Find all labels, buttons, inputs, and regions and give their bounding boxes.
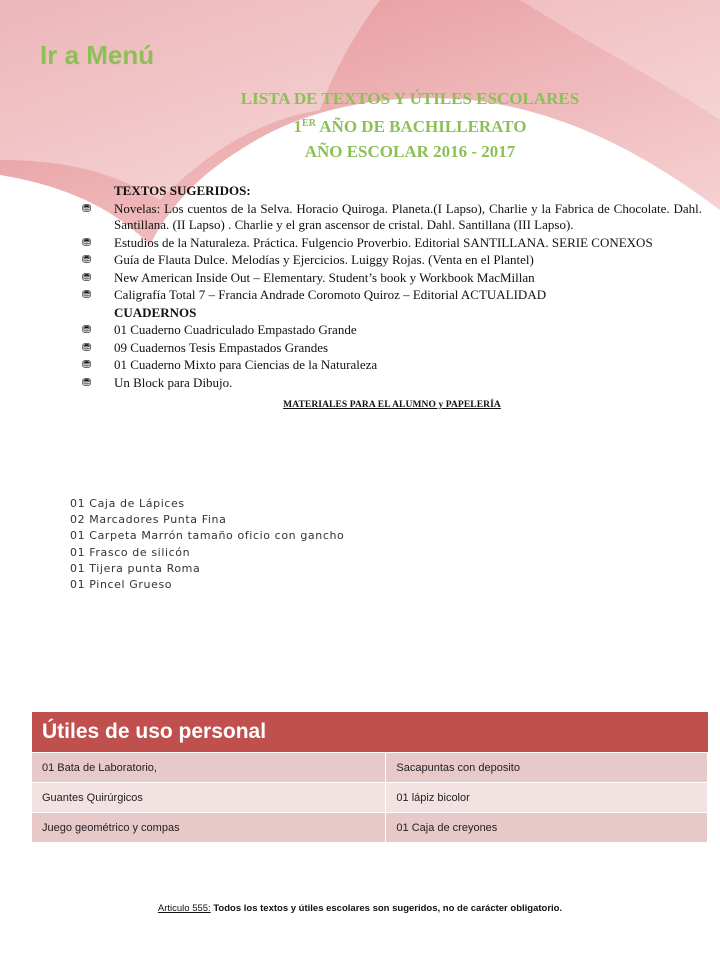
supply-item: 01 Frasco de silicón bbox=[70, 545, 191, 559]
book-stack-icon: ⛃ bbox=[82, 201, 92, 215]
list-item-text: 01 Cuaderno Cuadriculado Empastado Grande bbox=[114, 322, 357, 337]
textos-list bbox=[82, 201, 702, 304]
supply-item: 01 Pincel Grueso bbox=[70, 578, 173, 592]
table-row bbox=[32, 753, 708, 783]
cuadernos-list bbox=[82, 322, 702, 391]
list-item-text: Un Block para Dibujo. bbox=[114, 374, 233, 390]
book-stack-icon: ⛃ bbox=[82, 358, 92, 371]
list-item bbox=[82, 252, 702, 269]
table-cell: 01 Bata de Laboratorio, bbox=[32, 753, 386, 783]
title-line-1: LISTA DE TEXTOS Y ÚTILES ESCOLARES bbox=[240, 89, 580, 108]
title-line-3: AÑO ESCOLAR 2016 - 2017 bbox=[304, 142, 516, 161]
table-row bbox=[32, 813, 708, 843]
list-item bbox=[82, 270, 702, 287]
footer-note bbox=[0, 903, 720, 914]
book-stack-icon: ⛃ bbox=[82, 235, 92, 249]
book-stack-icon: ⛃ bbox=[82, 323, 92, 336]
table-cell: Guantes Quirúrgicos bbox=[32, 783, 386, 813]
list-item-text: Novelas: Los cuentos de la Selva. Horacio Quiroga. Planeta.(I Lapso), Charlie y la Fabrica de Chocolate. Dahl. Santillana. (II Lapso) . Charlie y el gran ascensor de cristal. Dahl. Santillana (III Lapso). bbox=[114, 200, 702, 232]
cuadernos-heading: CUADERNOS bbox=[114, 304, 197, 320]
title-grade-suffix: ER bbox=[302, 118, 316, 129]
list-item bbox=[82, 322, 702, 339]
textos-heading: TEXTOS SUGERIDOS: bbox=[114, 183, 251, 198]
personal-table bbox=[32, 752, 708, 842]
list-item bbox=[82, 287, 702, 304]
footer-article: Articulo 555: bbox=[157, 903, 211, 914]
supply-item: 01 Caja de Lápices bbox=[70, 497, 185, 510]
materials-title: MATERIALES PARA EL ALUMNO y PAPELERÍA bbox=[283, 400, 501, 410]
list-item-text: Estudios de la Naturaleza. Práctica. Fulgencio Proverbio. Editorial SANTILLANA. SERIE CONEXOS bbox=[114, 234, 653, 250]
supplies-list bbox=[70, 496, 344, 593]
list-item-text: New American Inside Out – Elementary. Student’s book y Workbook MacMillan bbox=[114, 269, 535, 285]
table-cell: Sacapuntas con deposito bbox=[386, 753, 708, 783]
personal-supplies-header: Útiles de uso personal bbox=[32, 712, 708, 752]
book-stack-icon: ⛃ bbox=[82, 270, 92, 284]
list-item bbox=[82, 340, 702, 357]
page-title bbox=[150, 86, 670, 164]
list-item-text: 01 Cuaderno Mixto para Ciencias de la Naturaleza bbox=[114, 357, 378, 372]
list-item bbox=[82, 235, 702, 252]
title-line-2 bbox=[150, 111, 670, 139]
book-stack-icon: ⛃ bbox=[82, 288, 92, 301]
list-item-text: Caligrafía Total 7 – Francia Andrade Coromoto Quiroz – Editorial ACTUALIDAD bbox=[114, 287, 547, 302]
table-cell: Juego geométrico y compas bbox=[32, 813, 386, 843]
title-grade-text: AÑO DE BACHILLERATO bbox=[315, 117, 527, 136]
list-item-text: 09 Cuadernos Tesis Empastados Grandes bbox=[114, 339, 329, 355]
list-item-text: Guía de Flauta Dulce. Melodías y Ejercicios. Luiggy Rojas. (Venta en el Plantel) bbox=[114, 252, 534, 267]
table-cell: 01 Caja de creyones bbox=[386, 813, 708, 843]
book-stack-icon: ⛃ bbox=[82, 253, 92, 266]
book-stack-icon: ⛃ bbox=[82, 375, 92, 389]
list-item bbox=[82, 375, 702, 392]
supply-item: 02 Marcadores Punta Fina bbox=[70, 513, 227, 527]
list-item bbox=[82, 201, 702, 234]
footer-text: Todos los textos y útiles escolares son sugeridos, no de carácter obligatorio. bbox=[210, 903, 563, 914]
table-row bbox=[32, 783, 708, 813]
supply-item: 01 Carpeta Marrón tamaño oficio con gancho bbox=[70, 529, 345, 543]
personal-supplies-table bbox=[32, 712, 708, 842]
list-item bbox=[82, 357, 702, 374]
main-content bbox=[82, 183, 702, 414]
title-grade-number: 1 bbox=[293, 117, 303, 136]
supply-item: 01 Tijera punta Roma bbox=[70, 561, 201, 575]
table-cell: 01 lápiz bicolor bbox=[386, 783, 708, 813]
menu-link[interactable]: Ir a Menú bbox=[40, 40, 155, 70]
book-stack-icon: ⛃ bbox=[82, 340, 92, 354]
